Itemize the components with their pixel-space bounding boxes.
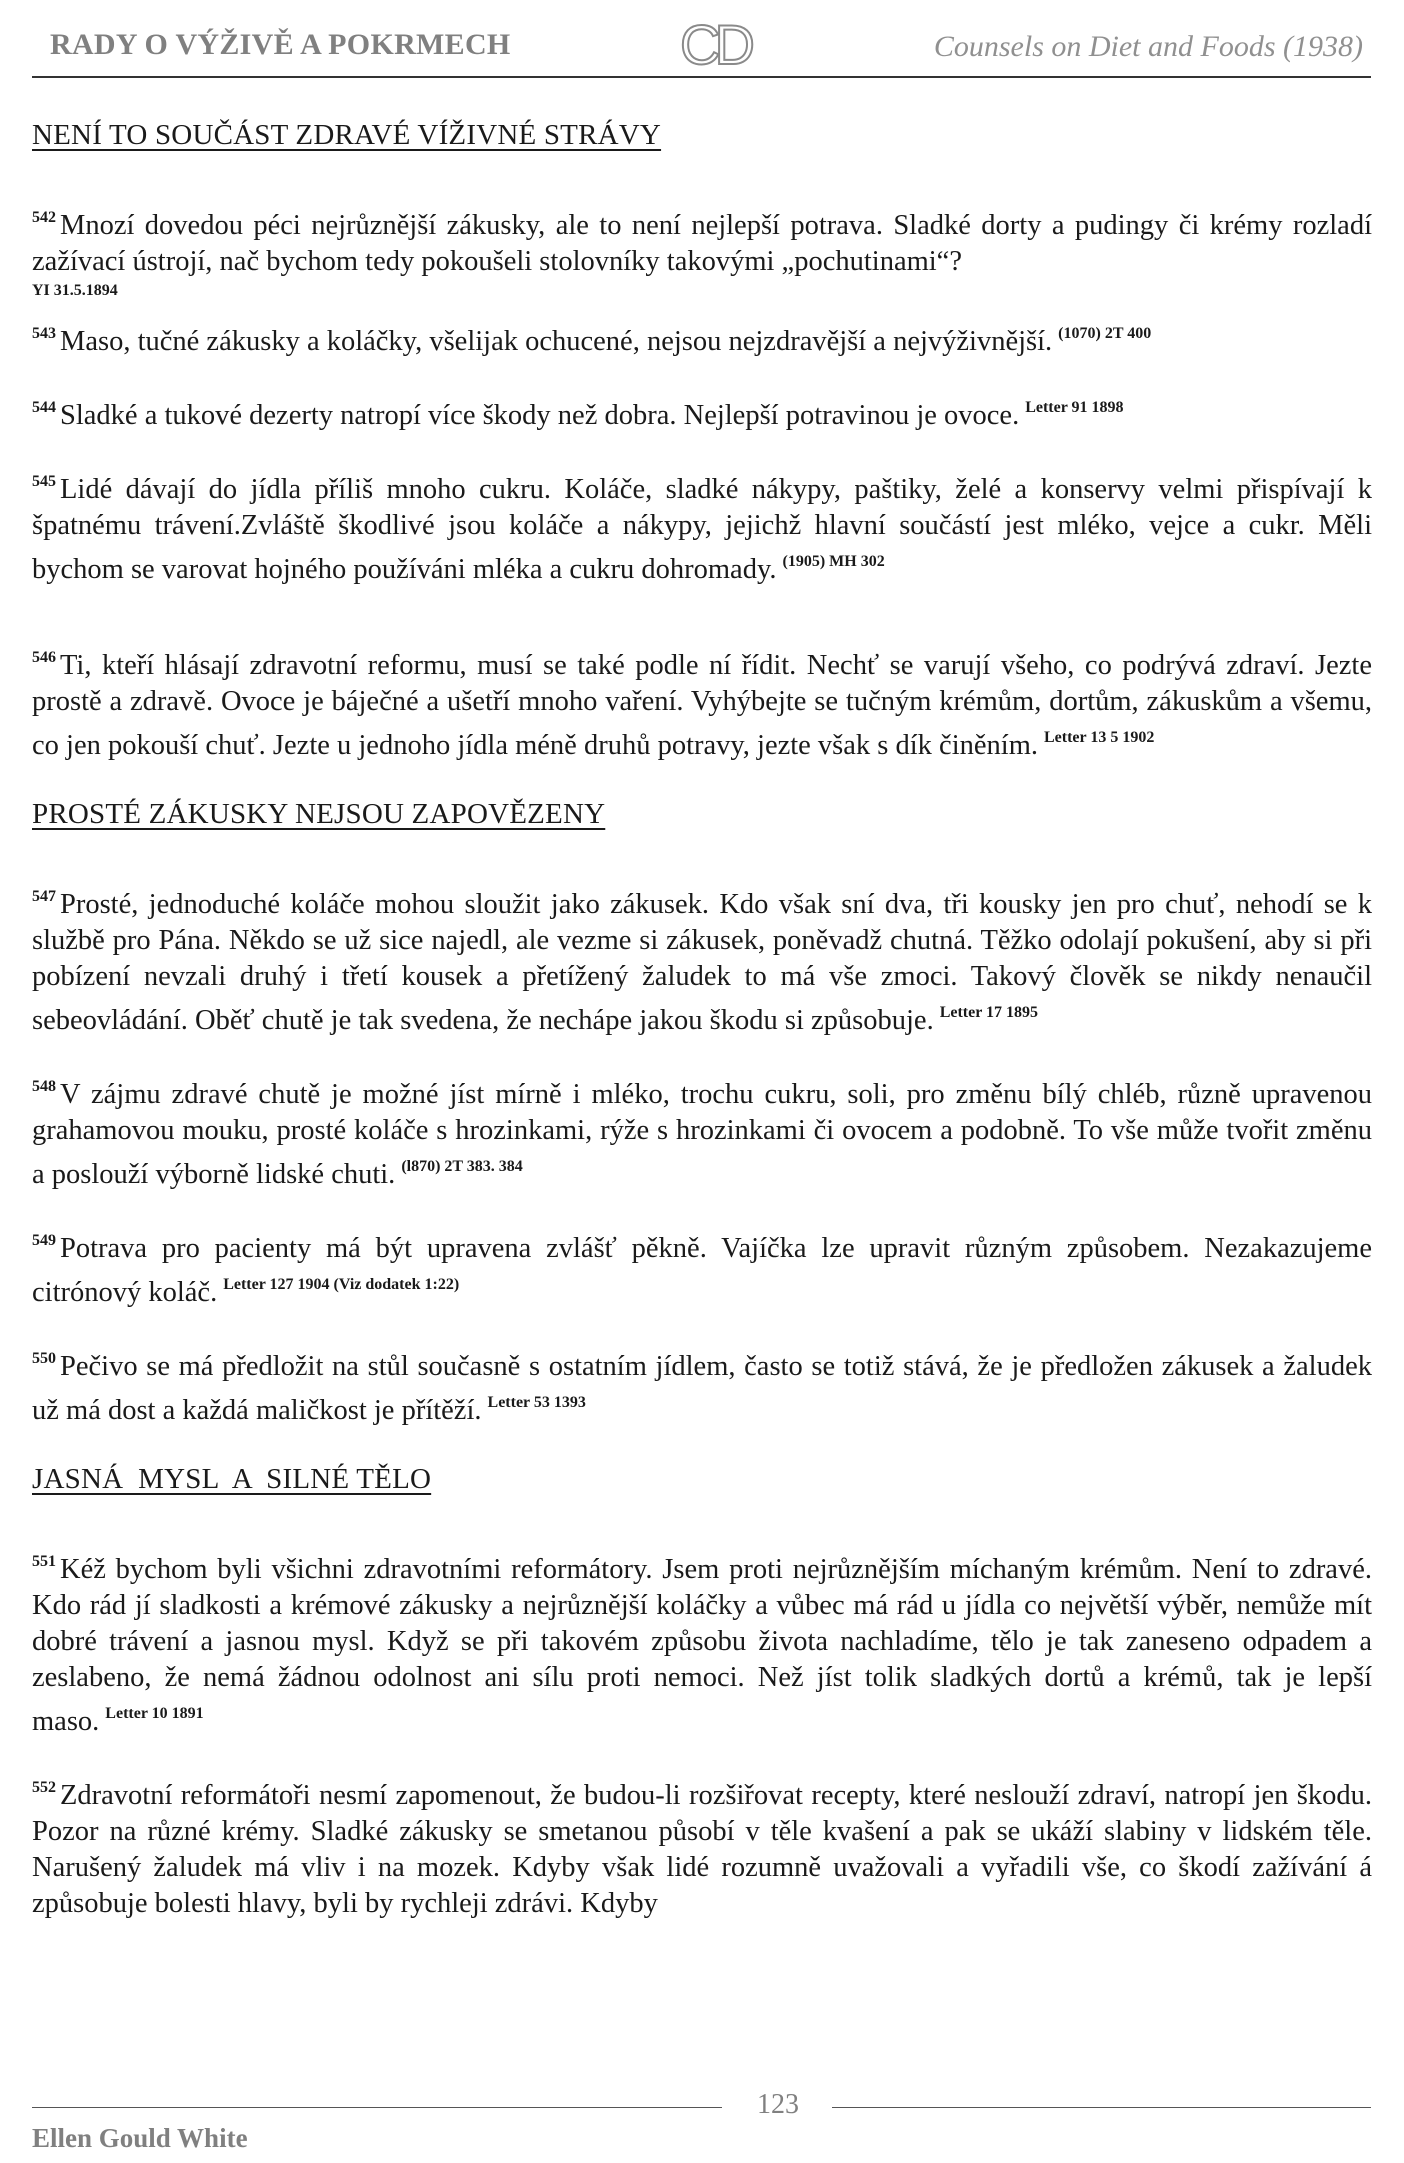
author-name: Ellen Gould White: [32, 2123, 248, 2153]
paragraph-542: [32, 200, 1372, 302]
paragraph-number: 547: [32, 888, 56, 905]
paragraph-546: [32, 640, 1372, 764]
paragraph-text: Kéž bychom byli všichni zdravotními reformátory. Jsem proti nejrůznějším míchaným krémům. Není to zdravé. Kdo rád jí sladkosti a krémové zákusky a nejrůznější koláčky a vůbec má rád u jídla co největší výběr, nemůže mít dobré trávení a jasnou mysl. Když se při takovém způsobu života nachladíme, tělo je tak zaneseno odpadem a zeslabeno, že nemá žádnou odolnost ani sílu proti nemoci. Než jíst tolik sladkých dortů a krémů, tak je lepší maso.: [32, 1554, 1372, 1737]
cd-logo: CD: [680, 13, 749, 76]
source-reference: Letter 127 1904 (Viz dodatek 1:22): [223, 1276, 460, 1293]
footer-divider-left: [32, 2107, 722, 2108]
paragraph-number: 543: [32, 325, 56, 342]
source-reference: Letter 10 1891: [105, 1705, 204, 1722]
paragraph-545: [32, 464, 1372, 588]
paragraph-text: Ti, kteří hlásají zdravotní reformu, musí se také podle ní řídit. Nechť se varují všeho, co podrývá zdraví. Jezte prostě a zdravě. Ovoce je báječné a ušetří mnoho vaření. Vyhýbejte se tučným krémům, dortům, zákuskům a všemu, co jen pokouší chuť. Jezte u jednoho jídla méně druhů potravy, jezte však s dík činěním.: [32, 650, 1372, 761]
page-body: [32, 100, 1372, 1952]
page-footer: [32, 2073, 1371, 2163]
book-title-czech: RADY O VÝŽIVĚ A POKRMECH: [50, 28, 511, 61]
source-reference: (l870) 2T 383. 384: [401, 1158, 523, 1175]
source-reference: Letter 91 1898: [1025, 399, 1124, 416]
paragraph-text: Lidé dávají do jídla příliš mnoho cukru. Koláče, sladké nákypy, paštiky, želé a konservy velmi přispívají k špatnému trávení.Zvláště škodlivé jsou koláče a nákypy, jejichž hlavní součástí jest mléko, vejce a cukr. Měli bychom se varovat hojného používáni mléka a cukru dohromady.: [32, 474, 1372, 585]
paragraph-552: [32, 1770, 1372, 1922]
paragraph-number: 549: [32, 1232, 56, 1249]
section-heading: NENÍ TO SOUČÁST ZDRAVÉ VÍŽIVNÉ STRÁVY: [32, 119, 662, 151]
paragraph-548: [32, 1069, 1372, 1193]
source-reference: Letter 17 1895: [939, 1004, 1039, 1021]
paragraph-number: 550: [32, 1350, 56, 1367]
section-heading: PROSTÉ ZÁKUSKY NEJSOU ZAPOVĚZENY: [32, 798, 606, 830]
paragraph-number: 548: [32, 1078, 56, 1095]
source-reference: Letter 13 5 1902: [1044, 729, 1155, 746]
paragraph-text: Mnozí dovedou péci nejrůznější zákusky, ale to není nejlepší potrava. Sladké dorty a pudingy či krémy rozladí zažívací ústrojí, nač bychom tedy pokoušeli stolovníky takovými „pochutinami“?: [32, 210, 1372, 277]
source-reference: (1905) MH 302: [782, 553, 885, 570]
paragraph-text: Prosté, jednoduché koláče mohou sloužit jako zákusek. Kdo však sní dva, tři kousky jen pro chuť, nehodí se k službě pro Pána. Někdo se už sice najedl, ale vezme si zákusek, poněvadž chutná. Těžko odolají pokušení, aby si při pobízení nevzali druhý i třetí kousek a přetížený žaludek to má vše zmoci. Takový člověk se nikdy nenaučil sebeovládání. Oběť chutě je tak svedena, že nechápe jakou škodu si způsobuje.: [32, 889, 1372, 1036]
source-reference: (1070) 2T 400: [1058, 325, 1152, 342]
source-reference: Letter 53 1393: [487, 1394, 586, 1411]
paragraph-551: [32, 1544, 1372, 1740]
paragraph-550: [32, 1341, 1372, 1429]
paragraph-number: 544: [32, 399, 56, 416]
paragraph-text: Maso, tučné zákusky a koláčky, všelijak ochucené, nejsou nejzdravější a nejvýživnější.: [60, 326, 1053, 357]
paragraph-number: 546: [32, 649, 56, 666]
paragraph-544: [32, 390, 1372, 434]
paragraph-549: [32, 1223, 1372, 1311]
paragraph-number: 542: [32, 209, 56, 226]
paragraph-text: Zdravotní reformátoři nesmí zapomenout, že budou-li rozšiřovat recepty, které neslouží zdraví, natropí jen škodu. Pozor na různé krémy. Sladké zákusky se smetanou působí v těle kvašení a pak se ukáží slabiny v lidském těle. Narušený žaludek má vliv i na mozek. Kdyby však lidé rozumně uvažovali a vyřadili vše, co škodí zažívání á způsobuje bolesti hlavy, byli by rychleji zdrávi. Kdyby: [32, 1780, 1372, 1919]
paragraph-547: [32, 879, 1372, 1039]
paragraph-number: 551: [32, 1553, 56, 1570]
paragraph-text: Pečivo se má předložit na stůl současně s ostatním jídlem, často se totiž stává, že je předložen zákusek a žaludek už má dost a každá maličkost je přítěží.: [32, 1351, 1372, 1426]
source-reference: YI 31.5.1894: [32, 282, 118, 299]
footer-divider-right: [832, 2107, 1371, 2108]
paragraph-text: Potrava pro pacienty má být upravena zvlášť pěkně. Vajíčka lze upravit různým způsobem. Nezakazujeme citrónový koláč.: [32, 1233, 1372, 1308]
paragraph-number: 545: [32, 473, 56, 490]
section-heading: JASNÁ MYSL A SILNÉ TĚLO: [32, 1463, 432, 1495]
book-title-english: Counsels on Diet and Foods (1938): [933, 30, 1363, 63]
page-number: 123: [757, 2089, 799, 2120]
paragraph-543: [32, 316, 1372, 360]
paragraph-number: 552: [32, 1779, 56, 1796]
paragraph-text: Sladké a tukové dezerty natropí více škody než dobra. Nejlepší potravinou je ovoce.: [60, 400, 1020, 431]
page-header: [32, 13, 1371, 78]
paragraph-text: V zájmu zdravé chutě je možné jíst mírně i mléko, trochu cukru, soli, pro změnu bílý chléb, různě upravenou grahamovou mouku, prosté koláče s hrozinkami, rýže s hrozinkami či ovocem a podobně. To vše může tvořit změnu a poslouží výborně lidské chuti.: [32, 1079, 1372, 1190]
